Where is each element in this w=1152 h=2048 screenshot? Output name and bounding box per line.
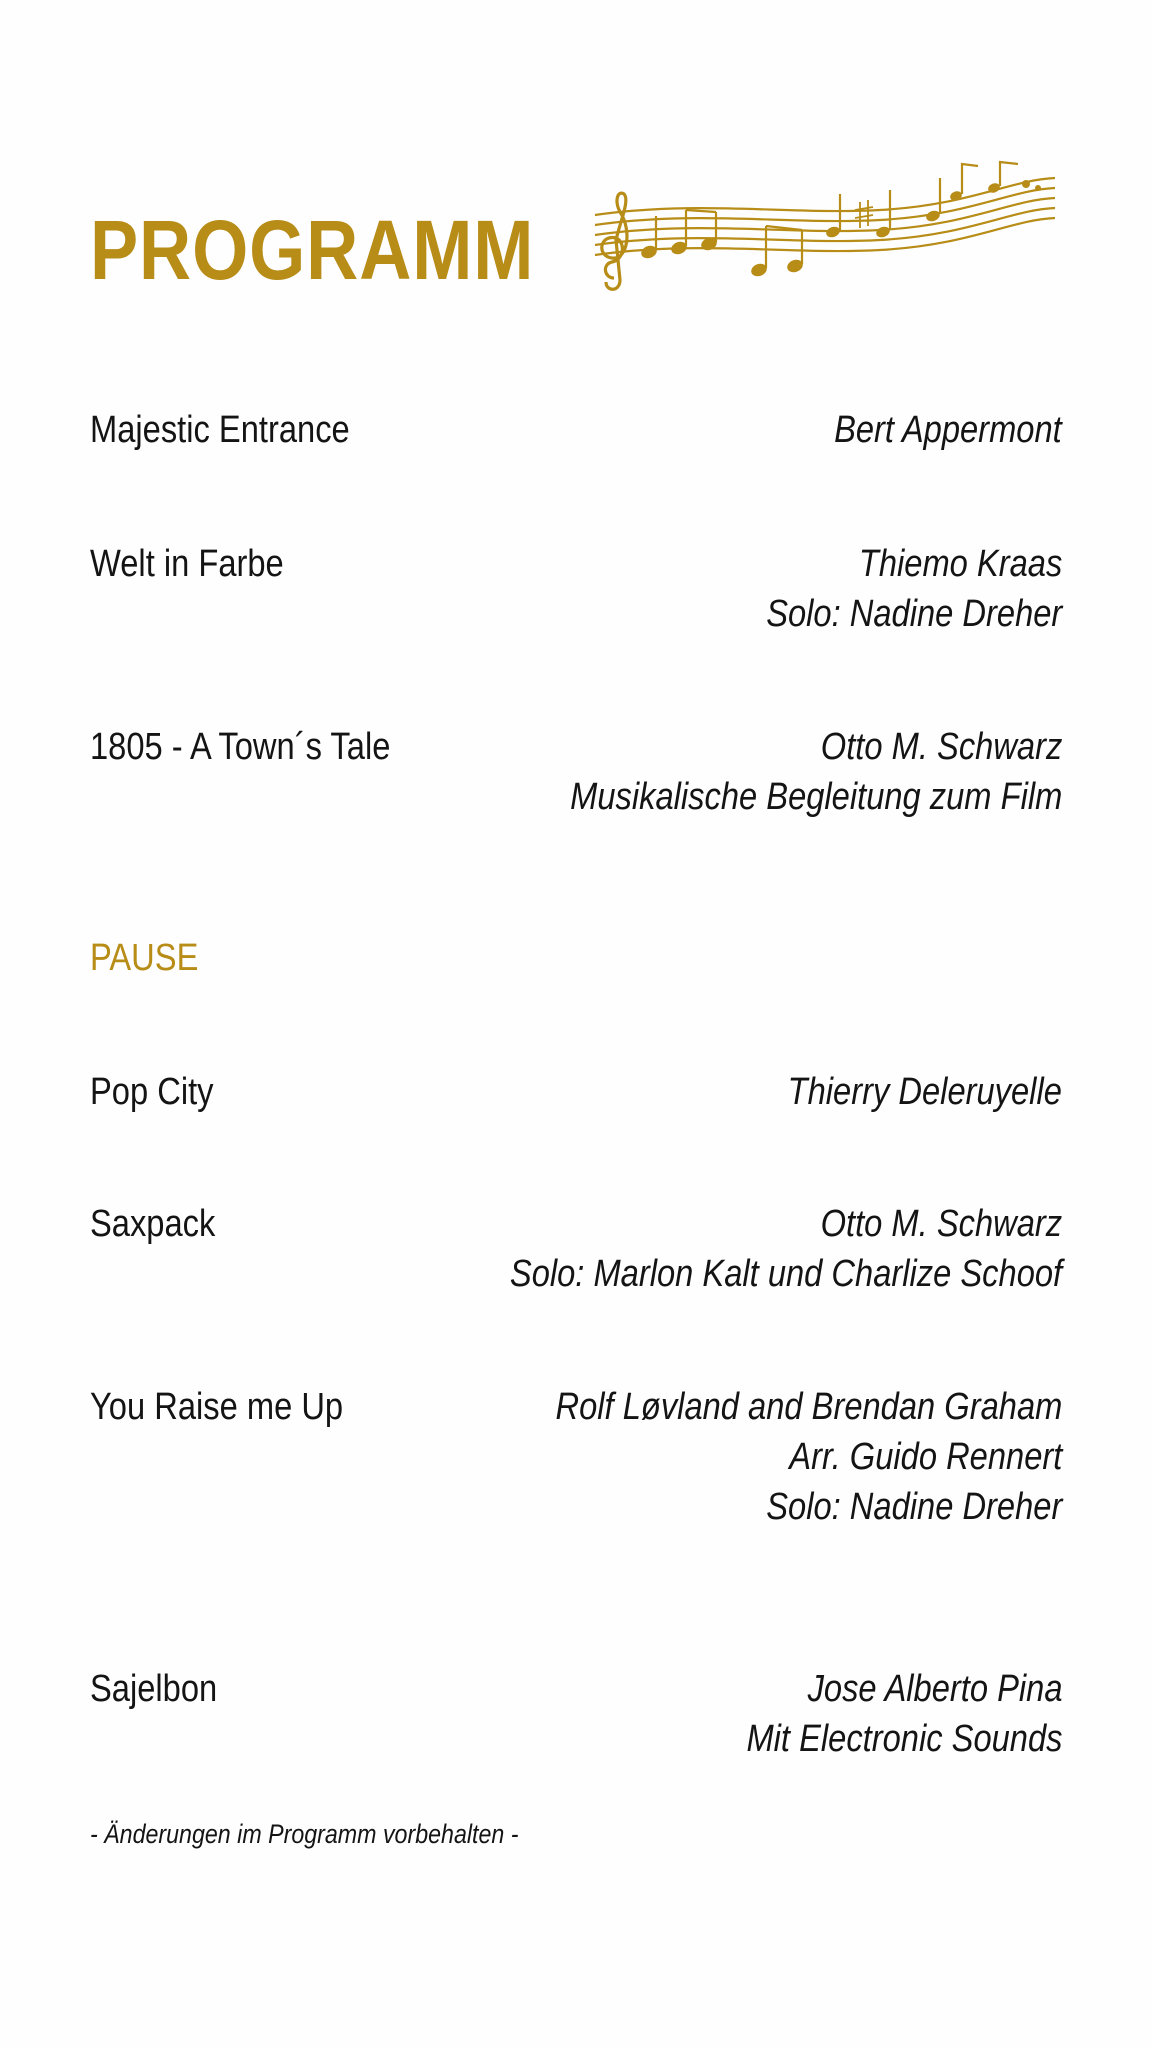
credit-note: Solo: Nadine Dreher	[765, 1486, 1062, 1528]
composer: Otto M. Schwarz	[820, 726, 1062, 768]
piece-title: Saxpack	[90, 1203, 216, 1245]
pause-label: PAUSE	[90, 937, 199, 979]
piece-credits	[510, 1199, 1062, 1299]
composer: Bert Appermont	[834, 409, 1062, 451]
credit-note: Mit Electronic Sounds	[745, 1718, 1062, 1760]
composer: Jose Alberto Pina	[807, 1668, 1062, 1710]
music-staff-icon	[590, 160, 1060, 310]
credit-note: Solo: Marlon Kalt und Charlize Schoof	[509, 1253, 1062, 1295]
piece-title: Sajelbon	[90, 1668, 218, 1710]
composer: Rolf Løvland and Brendan Graham	[555, 1386, 1062, 1428]
piece-credits	[570, 722, 1062, 822]
piece-credits	[555, 1382, 1062, 1532]
piece-credits	[788, 1067, 1062, 1117]
page-title: PROGRAMM	[90, 203, 535, 297]
arranger: Arr. Guido Rennert	[788, 1436, 1062, 1478]
piece-credits	[746, 1664, 1062, 1764]
piece-credits	[766, 539, 1062, 639]
piece-title: Welt in Farbe	[90, 543, 284, 585]
composer: Thiemo Kraas	[858, 543, 1062, 585]
credit-note: Solo: Nadine Dreher	[765, 593, 1062, 635]
footnote: - Änderungen im Programm vorbehalten -	[90, 1819, 519, 1849]
piece-title: You Raise me Up	[90, 1386, 344, 1428]
piece-title: Majestic Entrance	[90, 409, 350, 451]
piece-title: 1805 - A Town´s Tale	[90, 726, 391, 768]
composer: Otto M. Schwarz	[820, 1203, 1062, 1245]
credit-note: Musikalische Begleitung zum Film	[569, 776, 1062, 818]
piece-credits	[834, 405, 1062, 455]
piece-title: Pop City	[90, 1071, 214, 1113]
composer: Thierry Deleruyelle	[787, 1071, 1062, 1113]
